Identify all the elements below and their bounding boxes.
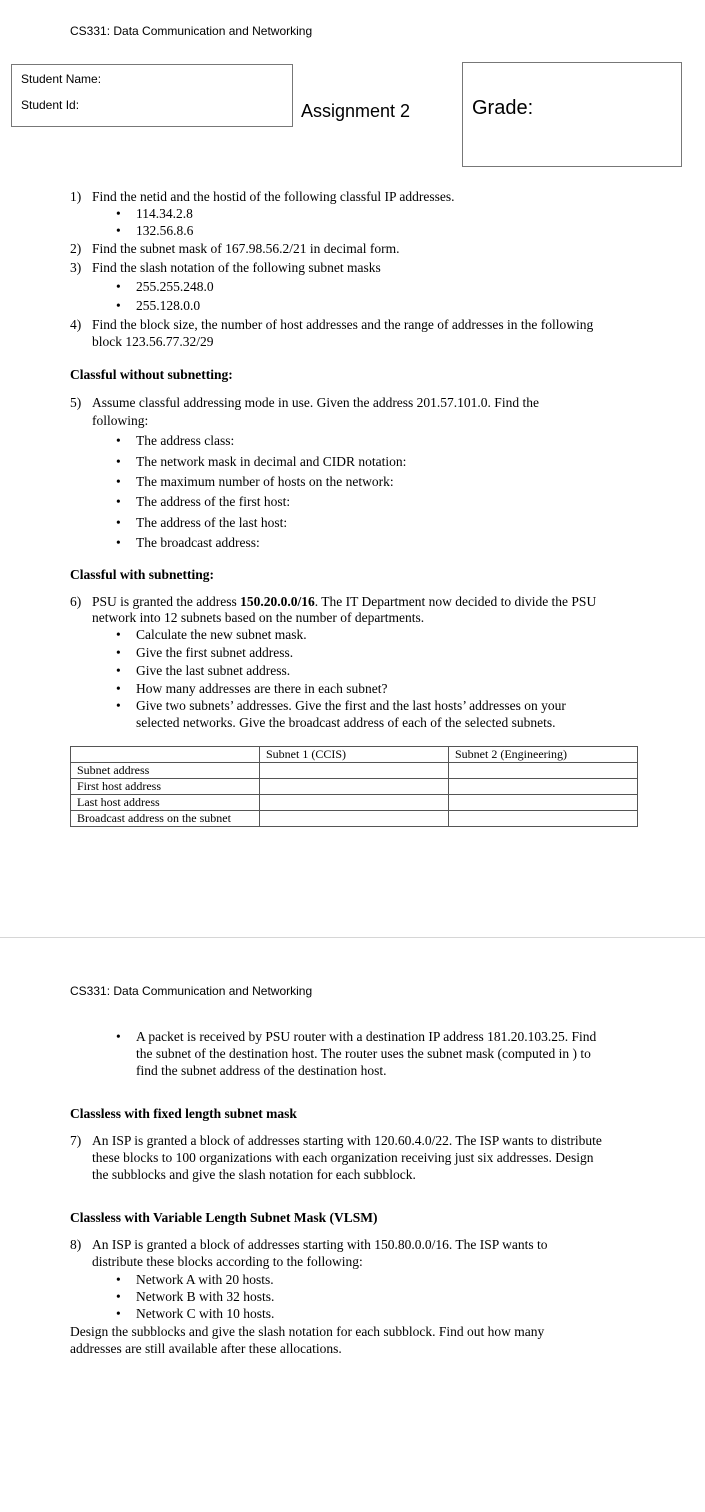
list-item: • 132.56.8.6 (136, 222, 193, 239)
row-label: Last host address (71, 795, 260, 811)
list-item-continued: the subnet of the destination host. The router uses the subnet mask (computed in ) to (136, 1046, 591, 1061)
section-heading: Classless with fixed length subnet mask (70, 1106, 297, 1121)
list-item: • Give the last subnet address. (136, 662, 290, 679)
row-label: Broadcast address on the subnet (71, 811, 260, 827)
assignment-title: Assignment 2 (301, 101, 411, 121)
list-item: • Give two subnets’ addresses. Give the first and the last hosts’ addresses on your (136, 697, 566, 714)
subnet-table (70, 746, 638, 827)
page-2 (0, 938, 705, 1512)
question-6-line: network into 12 subnets based on the number of departments. (92, 610, 425, 625)
list-item: • The address class: (136, 432, 234, 449)
question-8-followup: addresses are still available after these allocations. (70, 1341, 342, 1356)
question-number: 4) (70, 317, 82, 332)
table-header-row (71, 747, 638, 763)
question-7-line: these blocks to 100 organizations with each organization receiving just six addresses. Design (92, 1150, 594, 1165)
list-item: • A packet is received by PSU router with a destination IP address 181.20.103.25. Find (136, 1028, 596, 1045)
answer-cell[interactable] (449, 795, 638, 811)
list-item: • 255.255.248.0 (136, 278, 214, 295)
list-item: • Network B with 32 hosts. (136, 1288, 274, 1305)
list-item: • The address of the first host: (136, 493, 290, 510)
table-header-cell: Subnet 2 (Engineering) (449, 747, 638, 763)
table-header-cell: Subnet 1 (CCIS) (260, 747, 449, 763)
question-7-line: the subblocks and give the slash notation for each subblock. (92, 1167, 416, 1182)
list-item: • The address of the last host: (136, 514, 287, 531)
student-name-label: Student Name: (21, 72, 102, 86)
list-item-continued: find the subnet address of the destination host. (136, 1063, 387, 1078)
question-number: 3) (70, 260, 82, 275)
grade-box (462, 62, 682, 167)
answer-cell[interactable] (260, 811, 449, 827)
table-row (71, 779, 638, 795)
student-info-box (11, 64, 293, 127)
question-number: 5) (70, 395, 82, 410)
question-number: 1) (70, 189, 82, 204)
question-8-followup: Design the subblocks and give the slash notation for each subblock. Find out how many (70, 1324, 545, 1339)
section-heading: Classful with subnetting: (70, 567, 215, 582)
question-6-line: PSU is granted the address 150.20.0.0/16. The IT Department now decided to divide the PSU (92, 594, 597, 609)
answer-cell[interactable] (260, 763, 449, 779)
question-number: 8) (70, 1237, 82, 1252)
list-item: • Network A with 20 hosts. (136, 1271, 274, 1288)
question-2-text: Find the subnet mask of 167.98.56.2/21 in decimal form. (92, 241, 400, 256)
list-item: • The maximum number of hosts on the network: (136, 473, 394, 490)
question-5-line: Assume classful addressing mode in use. Given the address 201.57.101.0. Find the (92, 395, 539, 410)
question-4-line: Find the block size, the number of host addresses and the range of addresses in the following (92, 317, 594, 332)
table-header-cell (71, 747, 260, 763)
list-item: • The network mask in decimal and CIDR notation: (136, 453, 406, 470)
question-number: 7) (70, 1133, 82, 1148)
question-1-text: Find the netid and the hostid of the following classful IP addresses. (92, 189, 455, 204)
question-7-line: An ISP is granted a block of addresses starting with 120.60.4.0/22. The ISP wants to distribute (92, 1133, 602, 1148)
list-item: • Calculate the new subnet mask. (136, 626, 307, 643)
row-label: First host address (71, 779, 260, 795)
answer-cell[interactable] (449, 779, 638, 795)
list-item: • Network C with 10 hosts. (136, 1305, 274, 1322)
section-heading: Classless with Variable Length Subnet Mask (VLSM) (70, 1210, 378, 1225)
section-heading: Classful without subnetting: (70, 367, 233, 382)
question-number: 2) (70, 241, 82, 256)
grade-label: Grade: (472, 97, 534, 119)
granted-address: 150.20.0.0/16 (240, 594, 315, 609)
list-item-continued: selected networks. Give the broadcast address of each of the selected subnets. (136, 715, 556, 730)
answer-cell[interactable] (260, 795, 449, 811)
student-id-label: Student Id: (21, 98, 80, 112)
course-header: CS331: Data Communication and Networking (70, 24, 313, 38)
table-row (71, 795, 638, 811)
question-5-line: following: (92, 413, 149, 428)
list-item: • How many addresses are there in each subnet? (136, 680, 388, 697)
course-header: CS331: Data Communication and Networking (70, 984, 313, 998)
question-4-line: block 123.56.77.32/29 (92, 334, 214, 349)
list-item: • 255.128.0.0 (136, 297, 200, 314)
question-number: 6) (70, 594, 82, 609)
answer-cell[interactable] (449, 763, 638, 779)
list-item: • Give the first subnet address. (136, 644, 293, 661)
list-item: • 114.34.2.8 (136, 205, 193, 222)
table-row (71, 811, 638, 827)
question-3-text: Find the slash notation of the following subnet masks (92, 260, 381, 275)
question-8-line: An ISP is granted a block of addresses starting with 150.80.0.0/16. The ISP wants to (92, 1237, 548, 1252)
list-item: • The broadcast address: (136, 534, 260, 551)
table-row (71, 763, 638, 779)
answer-cell[interactable] (449, 811, 638, 827)
answer-cell[interactable] (260, 779, 449, 795)
question-8-line: distribute these blocks according to the following: (92, 1254, 363, 1269)
row-label: Subnet address (71, 763, 260, 779)
